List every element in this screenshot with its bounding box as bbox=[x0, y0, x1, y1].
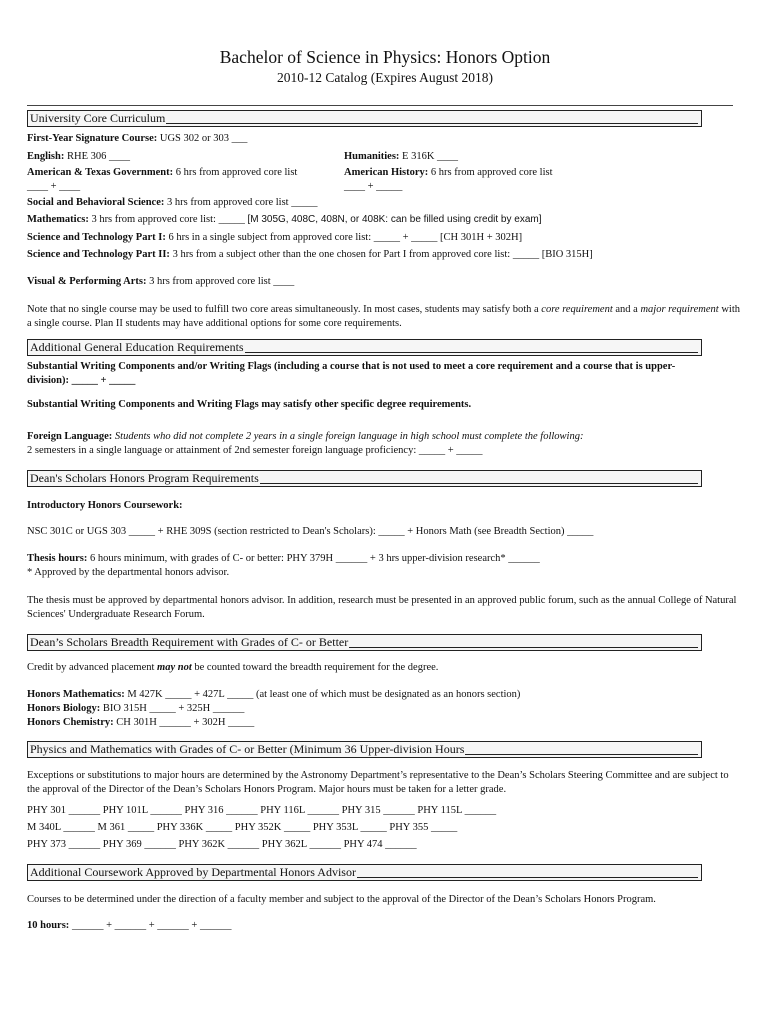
section-heading-rule bbox=[260, 483, 698, 484]
american-gov-blanks: ____ + ____ bbox=[27, 181, 81, 192]
section-heading-label: Dean's Scholars Honors Program Requirements bbox=[30, 471, 259, 485]
section-heading-label: University Core Curriculum bbox=[30, 111, 166, 125]
section-heading-label: Dean’s Scholars Breadth Requirement with Grades of C- or Better bbox=[30, 635, 349, 649]
top-rule bbox=[27, 105, 733, 106]
math-line: Mathematics: 3 hrs from approved core list: _____ [M 305G, 408C, 408N, or 408K: can be filled using credit by exam] bbox=[27, 214, 542, 225]
honors-bio-line: Honors Biology: BIO 315H _____ + 325H ______ bbox=[27, 703, 245, 714]
thesis-footnote: * Approved by the departmental honors advisor. bbox=[27, 567, 230, 578]
section-heading-label: Additional General Education Requirements bbox=[30, 340, 244, 354]
humanities-line: Humanities: E 316K ____ bbox=[344, 151, 459, 162]
physics-course-row: PHY 373 ______ PHY 369 ______ PHY 362K ______ PHY 362L ______ PHY 474 ______ bbox=[27, 839, 417, 850]
section-heading-rule bbox=[166, 123, 698, 124]
section-heading-rule bbox=[465, 754, 698, 755]
section-heading-physics bbox=[27, 741, 702, 758]
social-line: Social and Behavioral Science: 3 hrs from approved core list _____ bbox=[27, 197, 318, 208]
american-hist-line: American History: 6 hrs from approved core list bbox=[344, 167, 553, 178]
sci-tech-part2-line: Science and Technology Part II: 3 hrs from a subject other than the one chosen for Part I from approved core list: _____ [BIO 315H] bbox=[27, 249, 593, 260]
vpa-line: Visual & Performing Arts: 3 hrs from approved core list ____ bbox=[27, 276, 295, 287]
section-heading-rule bbox=[245, 352, 698, 353]
intro-honors-line: NSC 301C or UGS 303 _____ + RHE 309S (section restricted to Dean's Scholars): _____ + Honors Math (see Breadth Section) _____ bbox=[27, 526, 594, 537]
english-line: English: RHE 306 ____ bbox=[27, 151, 130, 162]
physics-course-row: PHY 301 ______ PHY 101L ______ PHY 316 ______ PHY 116L ______ PHY 315 ______ PHY 115L ______ bbox=[27, 805, 497, 816]
writing-note: Substantial Writing Components and Writing Flags may satisfy other specific degree requirements. bbox=[27, 399, 472, 410]
first-year-line: First-Year Signature Course: UGS 302 or 303 ___ bbox=[27, 133, 248, 144]
advanced-placement-note: Credit by advanced placement may not be counted toward the breadth requirement for the degree. bbox=[27, 662, 439, 673]
section-heading-label: Physics and Mathematics with Grades of C- or Better (Minimum 36 Upper-division Hours bbox=[30, 742, 465, 756]
document-subtitle: 2010-12 Catalog (Expires August 2018) bbox=[277, 70, 493, 85]
honors-chem-line: Honors Chemistry: CH 301H ______ + 302H _____ bbox=[27, 717, 255, 728]
section-heading-rule bbox=[349, 647, 698, 648]
document-title: Bachelor of Science in Physics: Honors Option bbox=[219, 47, 551, 67]
section-heading-gen-ed bbox=[27, 339, 702, 356]
section-heading-deans bbox=[27, 470, 702, 487]
sci-tech-part1-line: Science and Technology Part I: 6 hrs in a single subject from approved core list: _____ + _____ [CH 301H + 302H] bbox=[27, 232, 523, 243]
section-heading-label: Additional Coursework Approved by Departmental Honors Advisor bbox=[30, 865, 356, 879]
section-heading-core bbox=[27, 110, 702, 127]
thesis-line: Thesis hours: 6 hours minimum, with grades of C- or better: PHY 379H ______ + 3 hrs upper-division research* ______ bbox=[27, 553, 540, 564]
intro-honors-label: Introductory Honors Coursework: bbox=[27, 500, 183, 511]
exceptions-paragraph: Exceptions or substitutions to major hours are determined by the Astronomy Department’s representative to the Dean’s Scholars Steering Committee and are subject to the approval of the Director of the Dean’s Scholars Honors Program. Major hours must be taken for a letter grade. bbox=[27, 770, 729, 795]
thesis-paragraph: The thesis must be approved by departmental honors advisor. In addition, research must be presented in an approved public forum, such as the annual College of Natural Sciences' Undergraduate Research Forum. bbox=[27, 595, 737, 620]
physics-course-row: M 340L ______ M 361 _____ PHY 336K _____ PHY 352K _____ PHY 353L _____ PHY 355 _____ bbox=[27, 822, 458, 833]
american-gov-line: American & Texas Government: 6 hrs from approved core list bbox=[27, 167, 298, 178]
honors-math-line: Honors Mathematics: M 427K _____ + 427L _____ (at least one of which must be designated as an honors section) bbox=[27, 689, 521, 700]
section-heading-breadth bbox=[27, 634, 702, 651]
core-note: Note that no single course may be used to fulfill two core areas simultaneously. In most cases, students may satisfy both a core requirement and a major requirement with a single course. Plan II students may have additional options for some core requirements. bbox=[27, 304, 740, 329]
section-heading-additional bbox=[27, 864, 702, 881]
foreign-language: Foreign Language: Students who did not complete 2 years in a single foreign language in high school must complete the following: 2 semesters in a single language or attainment of 2nd semester foreign language proficiency: _____ + _____ bbox=[27, 431, 584, 456]
additional-description: Courses to be determined under the direction of a faculty member and subject to the approval of the Director of the Dean’s Scholars Honors Program. bbox=[27, 894, 656, 905]
writing-requirement: Substantial Writing Components and/or Writing Flags (including a course that is not used to meet a core requirement and a course that is upper- division): _____ + _____ bbox=[27, 361, 676, 386]
additional-hours-line: 10 hours: ______ + ______ + ______ + ______ bbox=[27, 920, 232, 931]
section-heading-rule bbox=[357, 877, 698, 878]
american-hist-blanks: ____ + _____ bbox=[344, 181, 403, 192]
